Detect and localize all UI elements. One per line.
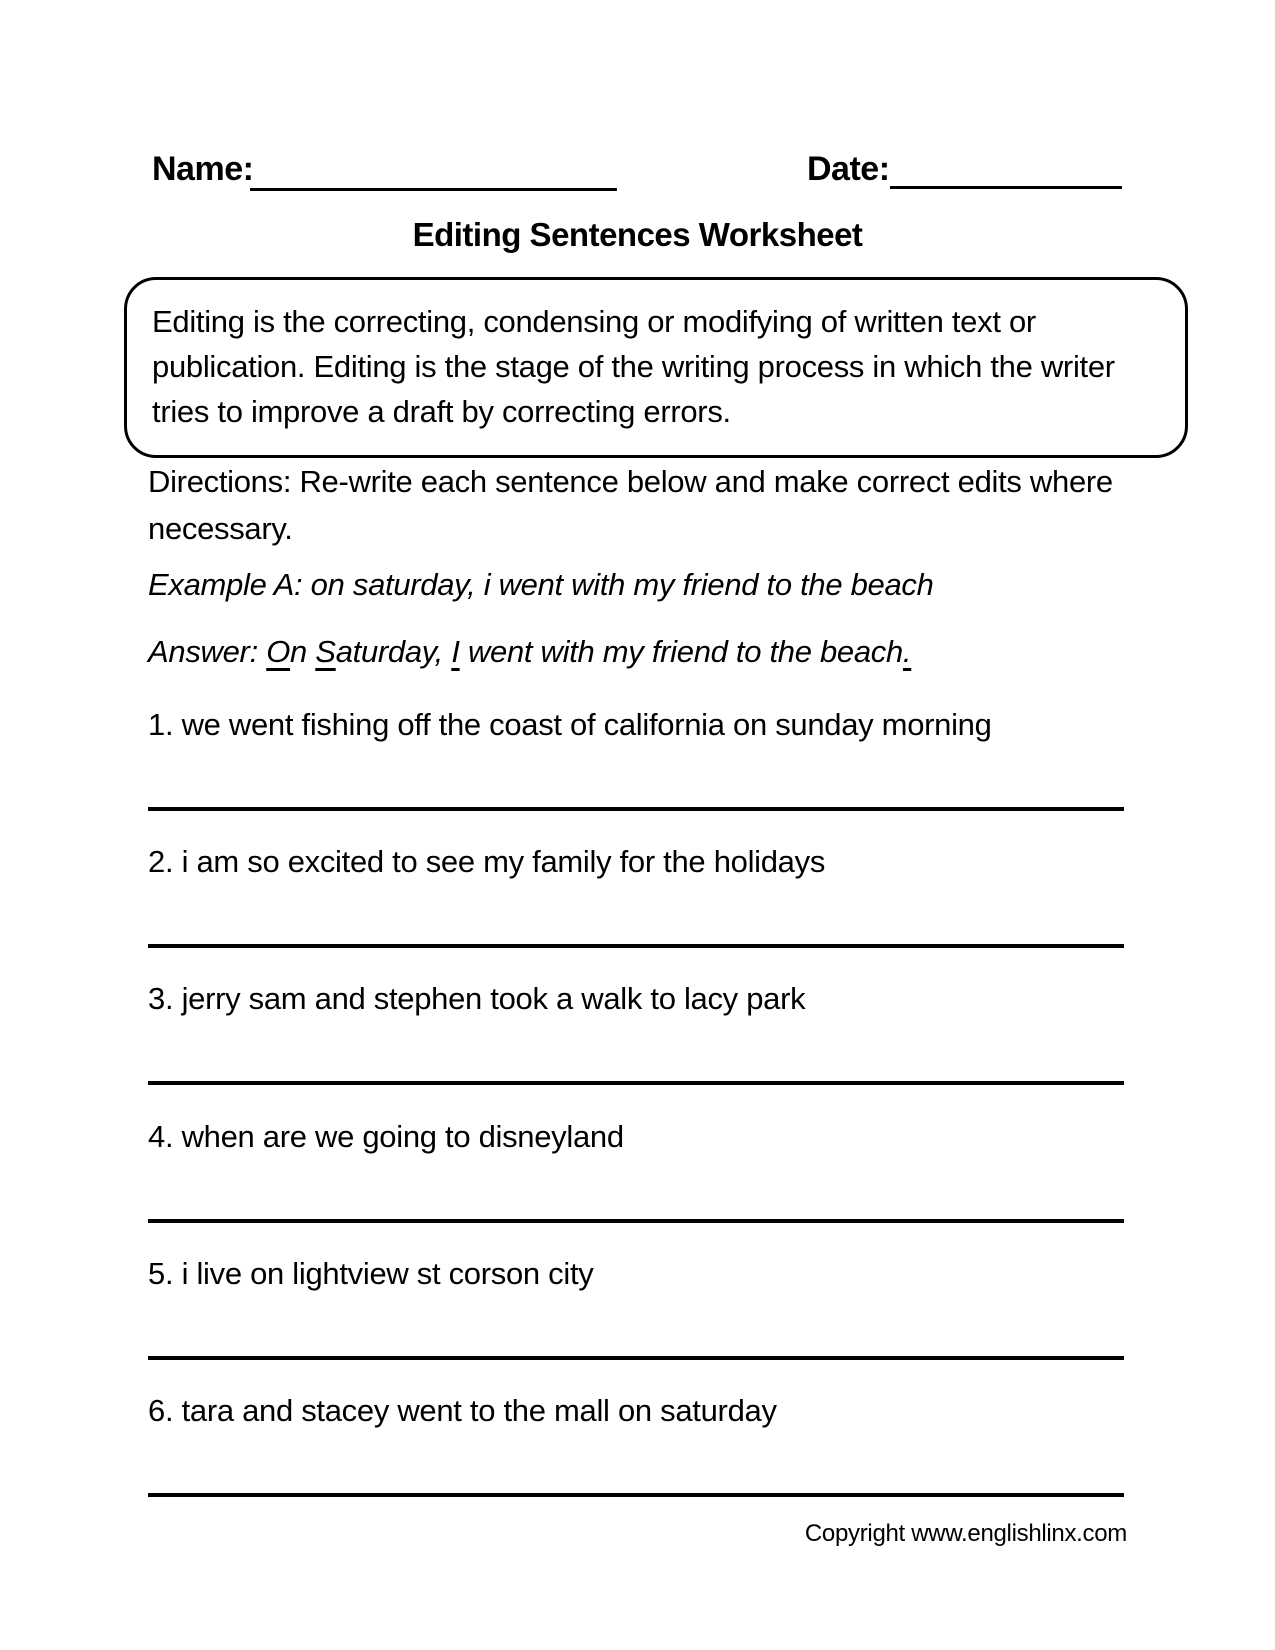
answer-text-segment: Answer: xyxy=(148,634,267,669)
answer-blank-line-2 xyxy=(148,944,1124,948)
directions-line-1: Directions: Re-write each sentence below and make correct edits where xyxy=(148,464,1113,499)
answer-blank-line-6 xyxy=(148,1493,1124,1497)
definition-box xyxy=(124,277,1188,458)
sentence-item-5: 5. i live on lightview st corson city xyxy=(148,1256,594,1291)
name-blank-line xyxy=(250,188,617,191)
underlined-letter: I xyxy=(451,634,460,669)
underlined-letter: O xyxy=(266,634,291,669)
directions-line-2: necessary. xyxy=(148,511,293,546)
copyright-text: Copyright www.englishlinx.com xyxy=(804,1520,1127,1547)
date-blank-line xyxy=(890,186,1122,189)
answer-blank-line-4 xyxy=(148,1219,1124,1223)
example-block xyxy=(148,565,934,672)
sentence-item-6: 6. tara and stacey went to the mall on saturday xyxy=(148,1393,777,1428)
answer-blank-line-3 xyxy=(148,1081,1124,1085)
definition-text-line-1: Editing is the correcting, condensing or modifying of written text or xyxy=(152,304,1036,339)
sentence-item-2: 2. i am so excited to see my family for the holidays xyxy=(148,844,826,879)
sentence-item-4: 4. when are we going to disneyland xyxy=(148,1119,624,1154)
sentence-item-3: 3. jerry sam and stephen took a walk to lacy park xyxy=(148,981,806,1016)
example-answer xyxy=(148,632,934,672)
name-label: Name: xyxy=(152,150,254,188)
answer-blank-line-5 xyxy=(148,1356,1124,1360)
worksheet-title: Editing Sentences Worksheet xyxy=(412,216,863,253)
definition-text-line-3: tries to improve a draft by correcting errors. xyxy=(152,394,731,429)
underlined-letter: S xyxy=(315,634,336,669)
example-prompt: Example A: on saturday, i went with my friend to the beach xyxy=(148,567,934,602)
answer-text-segment: n xyxy=(290,634,316,669)
answer-text-segment: went with my friend to the beach xyxy=(459,634,903,669)
directions-text xyxy=(148,458,1113,552)
answer-text-segment: aturday, xyxy=(335,634,452,669)
sentence-item-1: 1. we went fishing off the coast of california on sunday morning xyxy=(148,707,992,742)
answer-blank-line-1 xyxy=(148,807,1124,811)
date-label: Date: xyxy=(807,150,890,188)
definition-text-line-2: publication. Editing is the stage of the writing process in which the writer xyxy=(152,349,1115,384)
underlined-period: . xyxy=(902,634,912,669)
